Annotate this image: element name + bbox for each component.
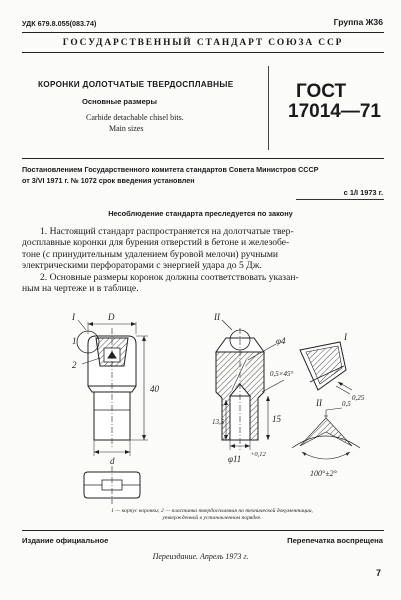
dim-0-5-label: 0,5: [342, 400, 351, 408]
footer-rule: [22, 530, 384, 531]
detail-one: [300, 342, 352, 394]
title-separator: [268, 66, 269, 150]
dim-phi11-label: φ11: [228, 454, 242, 464]
detail-two: [292, 408, 360, 459]
part-2-label: 2: [72, 360, 77, 370]
official-edition: Издание официальное: [22, 536, 109, 545]
front-view: [77, 320, 148, 456]
view-i-label: I: [72, 312, 75, 322]
dim-phi4-label: φ4: [276, 336, 286, 346]
effective-date: с 1/I 1973 г.: [343, 188, 383, 197]
detail-i-label: I: [344, 332, 347, 342]
tol-phi11-label: +0,12: [250, 451, 266, 458]
clause-2: [22, 272, 384, 295]
dim-chamfer-label: 0,5×45°: [270, 370, 294, 378]
bit-drawing: [0, 300, 401, 532]
end-view: [84, 466, 140, 504]
udk-code: УДК 679.8.055(083.74): [22, 19, 97, 28]
dim-15-label: 15: [272, 414, 281, 424]
figure-caption: [40, 508, 384, 522]
dim-angle-label: 100°±2°: [310, 469, 337, 478]
dim-13-5-label: 13,5: [212, 418, 225, 426]
legal-warning: Несоблюдение стандарта преследуется по закону: [108, 209, 293, 218]
detail-ii-label: II: [316, 398, 322, 408]
clause-1-line: досплавные коронки для бурения отверстий в бетоне и железобе-: [22, 237, 290, 249]
dim-d-label: d: [110, 456, 115, 466]
section-view: [216, 320, 284, 450]
standard-title-en-1: Carbide detachable chisel bits.: [86, 113, 184, 122]
clause-1-line: электрическими перфораторами с энергией удара до 5 Дж.: [22, 260, 262, 272]
part-1-label: 1: [72, 336, 77, 346]
standard-subtitle-ru: Основные размеры: [82, 97, 157, 106]
reprint-ban: Перепечатка воспрещена: [287, 536, 383, 545]
caption-line: утвержденной в установленном порядке.: [162, 515, 262, 521]
view-ii-label: II: [214, 312, 220, 322]
decree-line-2: от 3/VI 1971 г. № 1072 срок введения установлен: [22, 176, 195, 185]
standard-title-ru: КОРОНКИ ДОЛОТЧАТЫЕ ТВЕРДОСПЛАВНЫЕ: [38, 80, 234, 89]
clause-2-line: ным на чертеже и в таблице.: [22, 283, 139, 295]
clause-1: [22, 226, 384, 272]
clause-2-line: 2. Основные размеры коронок должны соответствовать указан-: [40, 272, 299, 283]
dim-0-25-label: 0,25: [352, 394, 365, 402]
clause-1-line: 1. Настоящий стандарт распространяется на долотчатые твер-: [40, 226, 294, 237]
group-code: Группа Ж36: [333, 17, 383, 27]
decree-line-1: Постановлением Государственного комитета стандартов Совета Министров СССР: [22, 165, 319, 174]
header-rule-top: [22, 32, 384, 33]
clause-1-line: тоне (с принудительным удалением буровой мелочи) ручными: [22, 248, 279, 260]
page-number: 7: [375, 568, 381, 578]
dim-d-upper-label: D: [108, 312, 115, 322]
gost-label: ГОСТ: [296, 81, 347, 102]
reissue-note: Переиздание. Апрель 1973 г.: [152, 552, 249, 561]
caption-line: 1 — корпус коронки; 2 — пластинка твердосплавная по технической документации,: [111, 508, 313, 514]
gost-number: 17014—71: [288, 101, 381, 122]
state-standard-banner: ГОСУДАРСТВЕННЫЙ СТАНДАРТ СОЮЗА ССР: [62, 38, 344, 48]
title-rule: [22, 158, 384, 159]
dim-40-label: 40: [150, 384, 159, 394]
header-rule-bottom: [22, 52, 384, 53]
effective-underline: [296, 199, 384, 200]
standard-title-en-2: Main sizes: [109, 124, 144, 133]
